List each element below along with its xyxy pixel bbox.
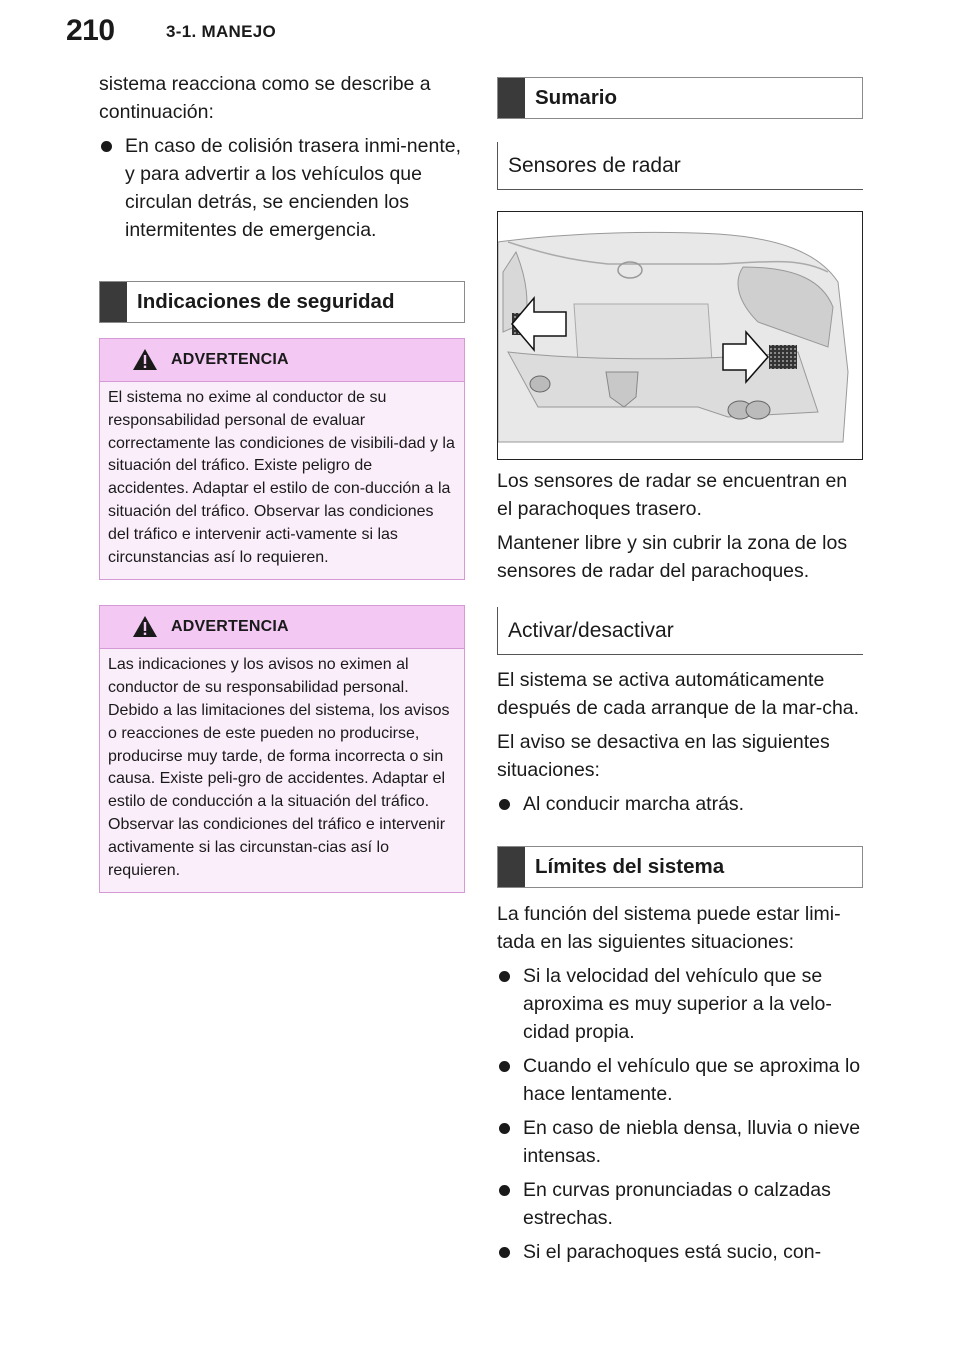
section-heading-safety [99, 281, 465, 323]
section-heading-limits [497, 846, 863, 888]
section-heading-summary [497, 77, 863, 119]
right-column [497, 77, 863, 1272]
bullet-dot-icon [499, 799, 510, 810]
subheading-radar [497, 142, 863, 190]
list-item-text: Si la velocidad del vehículo que se aproxima es muy superior a la velo-cidad propia. [523, 965, 832, 1043]
warning-title: ADVERTENCIA [171, 351, 289, 368]
list-item [497, 962, 863, 1046]
radar-sensor-figure [497, 211, 863, 460]
list-item [497, 1238, 863, 1266]
warning-box [99, 605, 465, 893]
list-item-text: Si el parachoques está sucio, con- [523, 1241, 822, 1263]
list-item [497, 1052, 863, 1108]
bullet-dot-icon [499, 1061, 510, 1072]
list-item [497, 1114, 863, 1170]
subheading-text: Activar/desactivar [508, 619, 674, 642]
heading-text: Sumario [535, 86, 618, 109]
warning-header [100, 339, 464, 382]
left-column [99, 70, 465, 893]
paragraph: Mantener libre y sin cubrir la zona de los sensores de radar del parachoques. [497, 532, 848, 582]
intro-paragraph: sistema reacciona como se describe a continuación: [99, 73, 431, 123]
list-item-text: En caso de niebla densa, lluvia o nieve intensas. [523, 1117, 861, 1167]
bullet-dot-icon [499, 1185, 510, 1196]
bullet-dot-icon [101, 141, 112, 152]
paragraph: Los sensores de radar se encuentran en el parachoques trasero. [497, 470, 848, 520]
list-item-text: Al conducir marcha atrás. [523, 793, 745, 815]
heading-bar [498, 78, 525, 118]
paragraph: El aviso se desactiva en las siguientes situaciones: [497, 731, 830, 781]
list-item-text: En caso de colisión trasera inmi-nente, y para advertir a los vehículos que circulan detrás, se encienden los intermitentes de emergencia. [125, 135, 462, 241]
paragraph: La función del sistema puede estar limi-tada en las siguientes situaciones: [497, 903, 841, 953]
subheading-text: Sensores de radar [508, 154, 681, 177]
warning-text: El sistema no exime al conductor de su responsabilidad personal de evaluar correctamente las condiciones de visibili-dad y la situación del tráfico. Existe peligro de accidentes. Adaptar el estilo de con-ducción a la situación del tráfico. Observar las condiciones del tráfico e intervenir acti-vamente si las circunstancias así lo requieren. [100, 382, 464, 579]
paragraph: El sistema se activa automáticamente después de cada arranque de la mar-cha. [497, 669, 860, 719]
section-title: 3-1. MANEJO [166, 22, 277, 41]
list-item-text: Cuando el vehículo que se aproxima lo hace lentamente. [523, 1055, 861, 1105]
warning-triangle-icon [132, 615, 158, 638]
warning-title: ADVERTENCIA [171, 618, 289, 636]
list-item [497, 1176, 863, 1232]
heading-bar [100, 282, 127, 322]
list-item-text: En curvas pronunciadas o calzadas estrechas. [523, 1179, 831, 1229]
heading-text: Límites del sistema [535, 855, 725, 878]
heading-text: Indicaciones de seguridad [137, 290, 395, 313]
subheading-activate [497, 607, 863, 655]
heading-bar [498, 847, 525, 887]
list-item [99, 132, 465, 244]
warning-triangle-icon [132, 348, 158, 371]
bullet-dot-icon [499, 1123, 510, 1134]
warning-text: Las indicaciones y los avisos no eximen al conductor de su responsabilidad personal. Debido a las limitaciones del sistema, los avisos o reacciones de este pueden no producirse, producirse muy tarde, de forma incorrecta o sin causa. Existe peli-gro de accidentes. Adaptar el estilo de conducción a la situación del tráfico. Observar las condiciones del tráfico e intervenir activamente si las circunstan-cias así lo requieren. [100, 649, 464, 892]
warning-box [99, 338, 465, 580]
bullet-dot-icon [499, 1247, 510, 1258]
list-item [497, 790, 863, 818]
page-number: 210 [66, 14, 115, 47]
car-rear-illustration [498, 212, 861, 458]
warning-header [100, 606, 464, 649]
bullet-dot-icon [499, 971, 510, 982]
